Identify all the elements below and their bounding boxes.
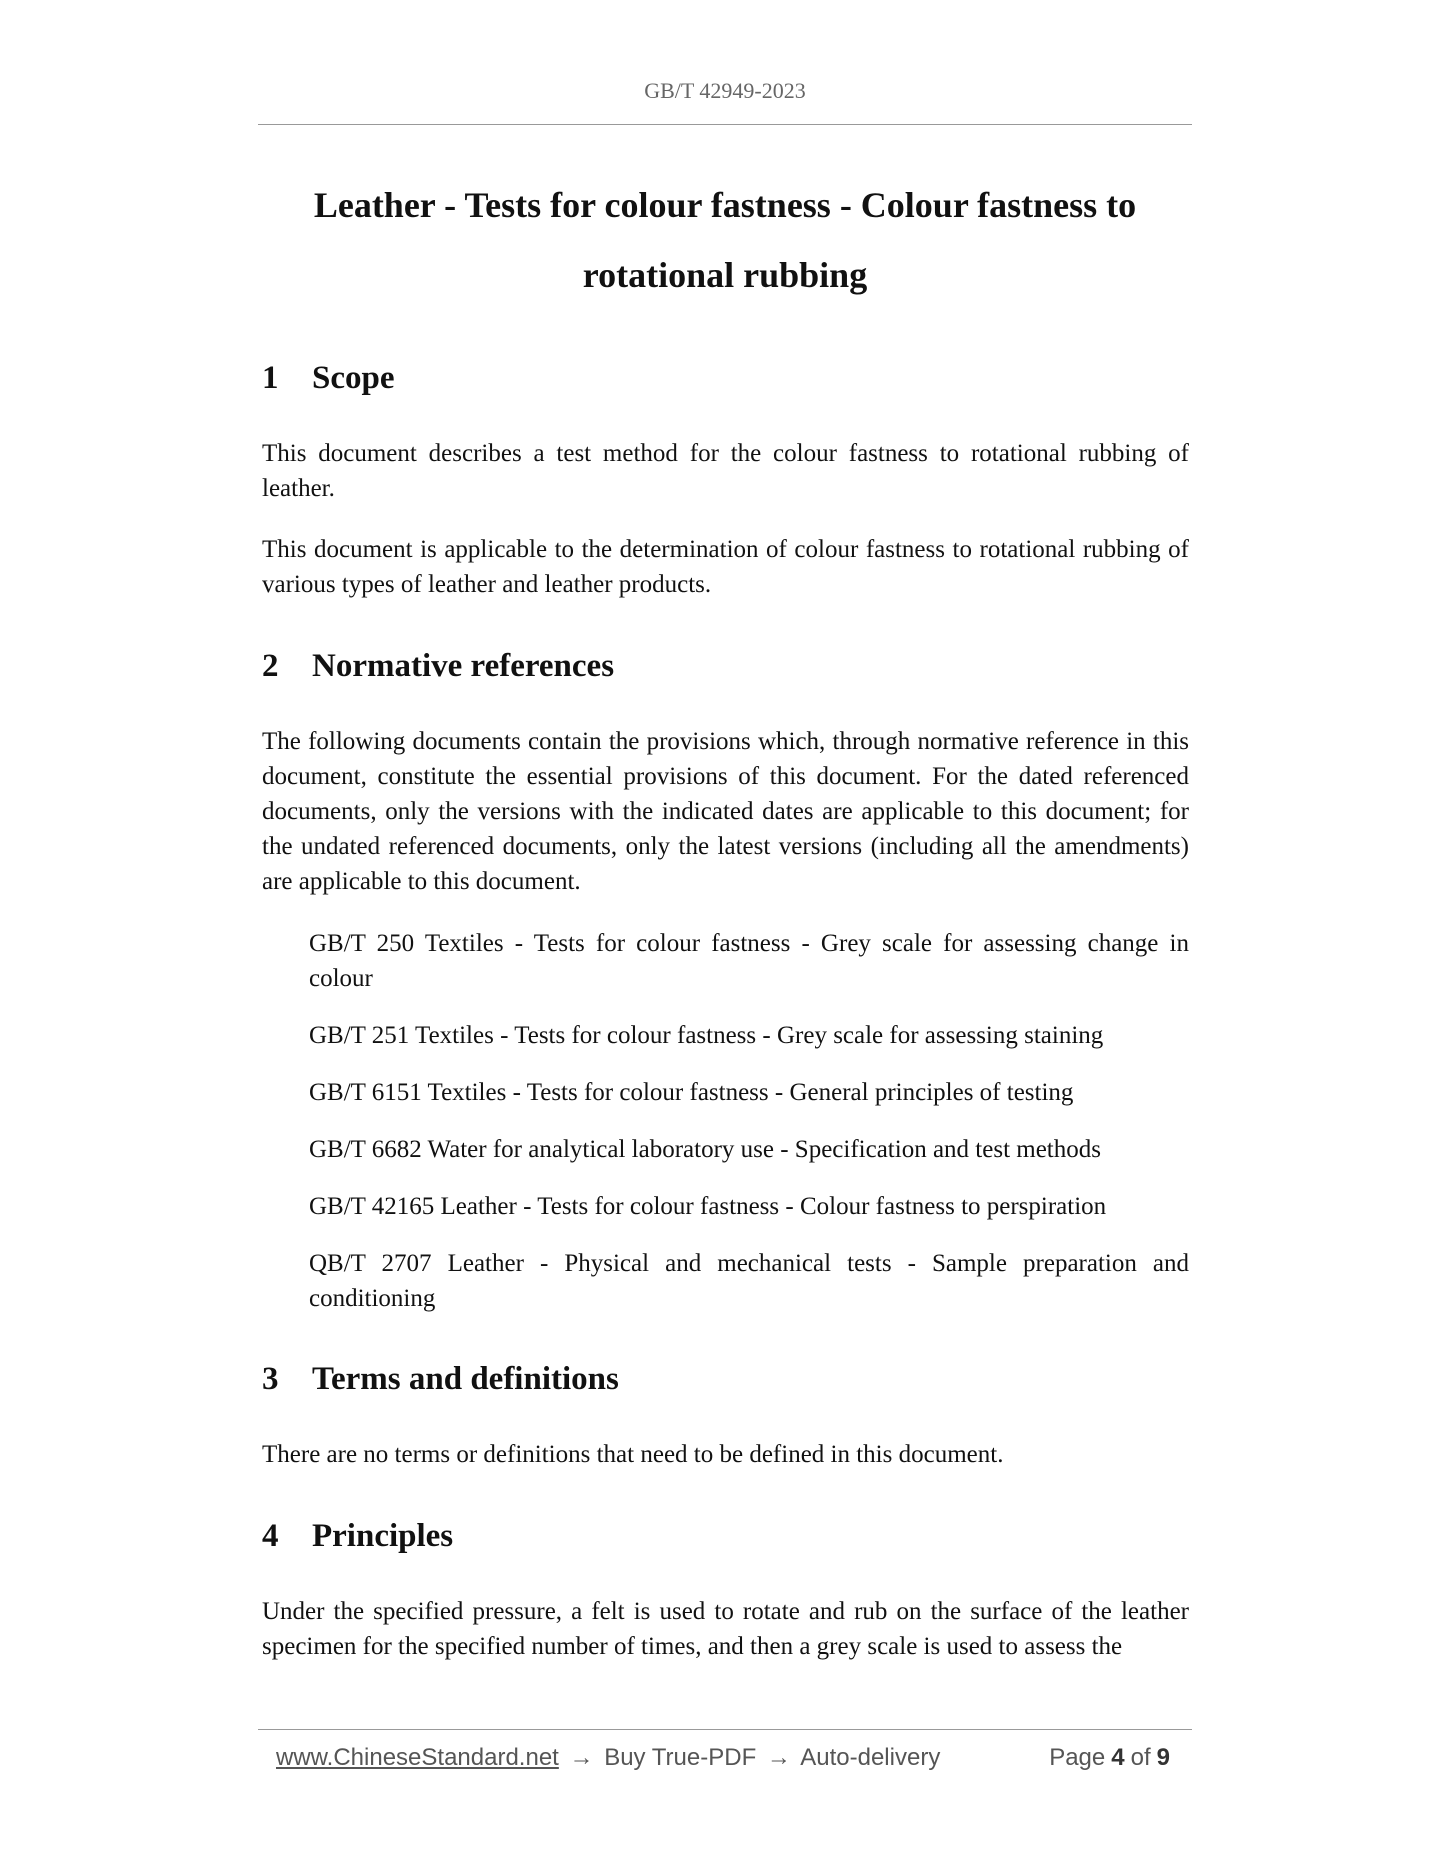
running-header: GB/T 42949-2023 <box>644 78 806 103</box>
section-number: 1 <box>262 360 279 396</box>
terms-paragraph: There are no terms or definitions that need to be defined in this document. <box>262 1441 1004 1468</box>
reference-item: QB/T 2707 Leather - Physical and mechanical tests - Sample preparation and conditioning <box>309 1250 1189 1312</box>
normative-references-paragraph: The following documents contain the provisions which, through normative reference in this document, constitute the essential provisions of this document. For the dated referenced documents, only the versions with the indicated dates are applicable to this document; for the undated referenced documents, only the latest versions (including all the amendments) are applicable to this document. <box>262 728 1189 895</box>
reference-item: GB/T 6682 Water for analytical laboratory use - Specification and test methods <box>309 1136 1101 1163</box>
section-title: Normative references <box>312 648 615 684</box>
reference-item: GB/T 250 Textiles - Tests for colour fastness - Grey scale for assessing change in colour <box>309 930 1189 992</box>
page-label: Page <box>1049 1744 1106 1771</box>
page-footer <box>276 1744 1176 1780</box>
section-title: Scope <box>312 360 395 396</box>
buy-pdf-text: Buy True-PDF <box>604 1744 757 1771</box>
page-current: 4 <box>1111 1744 1125 1771</box>
section-1-heading <box>262 358 395 398</box>
arrow-right-icon: → <box>766 1744 791 1771</box>
reference-item: GB/T 42165 Leather - Tests for colour fastness - Colour fastness to perspiration <box>309 1193 1107 1220</box>
title-line-1: Leather - Tests for colour fastness - Colour fastness to <box>313 185 1137 225</box>
section-title: Principles <box>312 1518 454 1554</box>
section-number: 4 <box>262 1518 279 1554</box>
section-4-heading <box>262 1516 453 1556</box>
section-3-heading <box>262 1359 619 1399</box>
auto-delivery-text: Auto-delivery <box>800 1744 941 1771</box>
principles-paragraph: Under the specified pressure, a felt is used to rotate and rub on the surface of the leather specimen for the specified number of times, and then a grey scale is used to assess the <box>262 1598 1189 1660</box>
scope-paragraph-1: This document describes a test method for the colour fastness to rotational rubbing of leather. <box>262 440 1189 502</box>
section-number: 3 <box>262 1361 279 1397</box>
page-total: 9 <box>1156 1744 1170 1771</box>
document-title <box>258 170 1192 310</box>
page-of: of <box>1130 1744 1151 1771</box>
scope-paragraph-2: This document is applicable to the determination of colour fastness to rotational rubbing of various types of leather and leather products. <box>262 536 1189 598</box>
arrow-right-icon: → <box>569 1744 594 1771</box>
footer-divider <box>258 1729 1192 1730</box>
reference-item: GB/T 6151 Textiles - Tests for colour fastness - General principles of testing <box>309 1079 1074 1106</box>
section-2-heading <box>262 646 614 686</box>
reference-item: GB/T 251 Textiles - Tests for colour fastness - Grey scale for assessing staining <box>309 1022 1104 1049</box>
title-line-2: rotational rubbing <box>582 255 868 295</box>
site-link[interactable]: www.ChineseStandard.net <box>276 1744 559 1771</box>
section-title: Terms and definitions <box>312 1361 619 1397</box>
page-indicator <box>1049 1744 1176 1772</box>
header-divider <box>258 124 1192 125</box>
section-number: 2 <box>262 648 279 684</box>
